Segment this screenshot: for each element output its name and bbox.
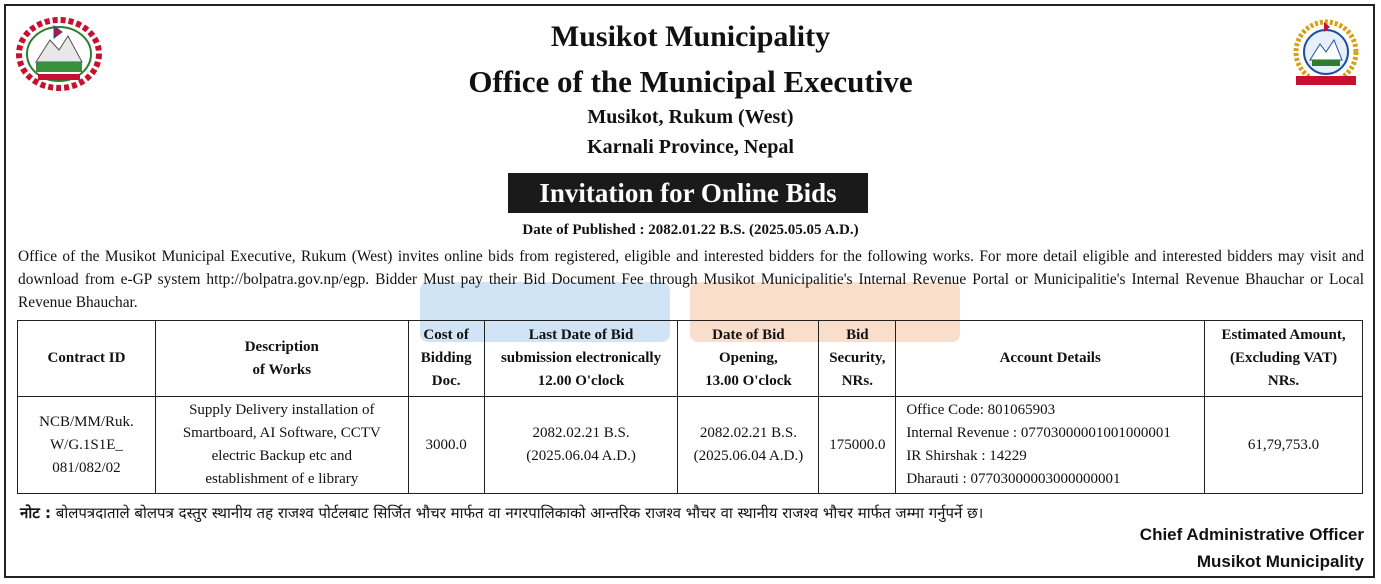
note-text: बोलपत्रदाताले बोलपत्र दस्तुर स्थानीय तह राजश्व पोर्टलबाट सिर्जित भौचर मार्फत वा नगरपालिकाको आन्तरिक राजश्व भौचर वा स्थानीय राजश्व भौचर मार्फत जम्मा गर्नुपर्ने छ। — [55, 504, 984, 522]
cell-last-date: 2082.02.21 B.S. (2025.06.04 A.D.) — [484, 397, 678, 494]
bids-table — [17, 320, 1363, 494]
cell-estimated-amount: 61,79,753.0 — [1205, 397, 1363, 494]
cell-description: Supply Delivery installation of Smartboard, AI Software, CCTV electric Backup etc and establishment of e library — [155, 397, 408, 494]
address-line-1: Musikot, Rukum (West) — [587, 106, 794, 128]
header-contract-id: Contract ID — [18, 321, 156, 397]
header-cost: Cost of Bidding Doc. — [408, 321, 484, 397]
invitation-banner: Invitation for Online Bids — [508, 173, 868, 213]
intro-paragraph: Office of the Musikot Municipal Executive, Rukum (West) invites online bids from registered, eligible and interested bidders for the following works. For more detail eligible and interested bidders may visit and download from e-GP system http://bolpatra.gov.np/egp. Bidder Must pay their Bid Document Fee through Musikot Municipalitie's Internal Revenue Portal or Municipalitie's Internal Revenue Bhauchar or Local Revenue Bhauchar. — [18, 248, 1364, 311]
table-row — [18, 397, 1363, 494]
header-last-date: Last Date of Bid submission electronically 12.00 O'clock — [484, 321, 678, 397]
published-date-value: 2082.01.22 B.S. (2025.05.05 A.D.) — [648, 222, 859, 238]
published-date-label: Date of Published : — [522, 222, 645, 238]
header-description: Description of Works — [155, 321, 408, 397]
note-line — [20, 503, 1220, 523]
cell-account-details: Office Code: 801065903 Internal Revenue : 07703000001001000001 IR Shirshak : 14229 Dharauti : 07703000003000000001 — [896, 397, 1205, 494]
municipality-title: Musikot Municipality — [550, 20, 831, 53]
cell-bid-security: 175000.0 — [819, 397, 896, 494]
note-label: नोट : — [20, 504, 51, 522]
published-date — [0, 222, 1381, 239]
office-title: Office of the Municipal Executive — [468, 64, 913, 99]
address-line-2: Karnali Province, Nepal — [587, 136, 794, 158]
header-account-details: Account Details — [896, 321, 1205, 397]
cell-cost: 3000.0 — [408, 397, 484, 494]
cell-opening-date: 2082.02.21 B.S. (2025.06.04 A.D.) — [678, 397, 819, 494]
header-bid-security: Bid Security, NRs. — [819, 321, 896, 397]
table-header-row — [18, 321, 1363, 397]
header-estimated-amount: Estimated Amount, (Excluding VAT) NRs. — [1205, 321, 1363, 397]
cell-contract-id: NCB/MM/Ruk. W/G.1S1E_ 081/082/02 — [18, 397, 156, 494]
signature-designation: Chief Administrative Officer — [1139, 525, 1364, 544]
signature-office: Musikot Municipality — [1196, 552, 1364, 571]
header-opening-date: Date of Bid Opening, 13.00 O'clock — [678, 321, 819, 397]
